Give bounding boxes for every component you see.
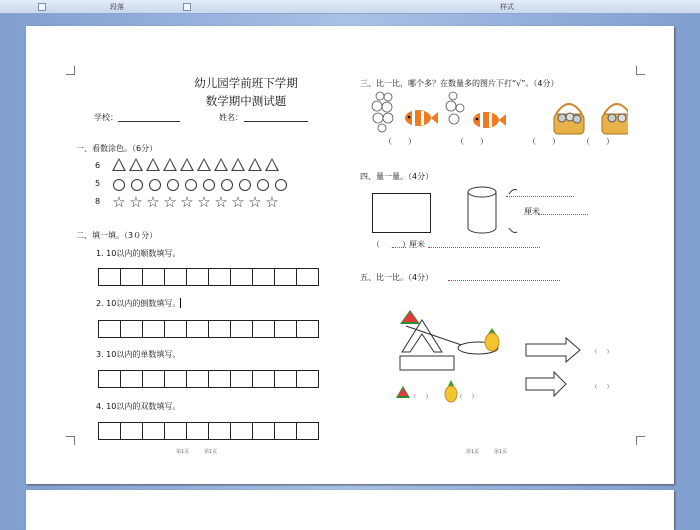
answer-box[interactable]: [252, 370, 275, 388]
cylinder-figure: [466, 186, 506, 236]
clownfish-icon: [405, 110, 438, 126]
answer-box[interactable]: [230, 370, 253, 388]
q1-num-5: 5: [95, 179, 101, 188]
balance-base: [400, 356, 454, 370]
q3-answer-3[interactable]: （ ）: [528, 137, 560, 146]
star-shape[interactable]: ☆: [112, 193, 126, 211]
circle-row: [112, 179, 288, 191]
crop-mark: [66, 66, 75, 75]
triangle-shape[interactable]: [112, 158, 126, 171]
footer-page-label: 第1页: [204, 449, 218, 455]
star-shape[interactable]: ☆: [180, 193, 194, 211]
title-line-2: 数学期中测试题: [205, 94, 287, 108]
circle-shape[interactable]: [221, 179, 233, 191]
q2-item-4-boxes: [98, 422, 318, 440]
answer-box[interactable]: [142, 268, 165, 286]
answer-box[interactable]: [208, 320, 231, 338]
star-shape[interactable]: ☆: [248, 193, 262, 211]
answer-box[interactable]: [296, 422, 319, 440]
star-shape[interactable]: ☆: [163, 193, 177, 211]
q4-red-line: [506, 196, 574, 197]
answer-box[interactable]: [164, 422, 187, 440]
answer-box[interactable]: [208, 422, 231, 440]
answer-box[interactable]: [186, 268, 209, 286]
brace-marks: [507, 186, 521, 236]
q2-item-2-label: 2. 10以内的倒数填写。: [96, 299, 181, 308]
q4-heading: 四、量一量。（4分）: [360, 172, 434, 181]
document-page[interactable]: [26, 26, 674, 484]
arrow-right-icon: [526, 338, 580, 362]
q4-red-line: [428, 247, 540, 248]
triangle-shape[interactable]: [248, 158, 262, 171]
answer-box[interactable]: [252, 422, 275, 440]
answer-box[interactable]: [208, 370, 231, 388]
name-label: 姓名：: [219, 113, 243, 122]
svg-text:( ): ( ): [414, 394, 428, 400]
answer-box[interactable]: [120, 370, 143, 388]
paragraph-group-label: 段落: [110, 3, 124, 11]
star-row: [112, 195, 279, 209]
answer-box[interactable]: [98, 370, 121, 388]
star-shape[interactable]: ☆: [214, 193, 228, 211]
answer-box[interactable]: [98, 320, 121, 338]
answer-box[interactable]: [252, 320, 275, 338]
answer-box[interactable]: [142, 370, 165, 388]
document-page-2[interactable]: [26, 490, 674, 530]
watermelon-icon: [400, 310, 420, 324]
star-shape[interactable]: ☆: [129, 193, 143, 211]
q2-item-2-boxes: [98, 320, 318, 338]
star-shape[interactable]: ☆: [265, 193, 279, 211]
answer-box[interactable]: [98, 422, 121, 440]
q4-cm-label-1: 厘米: [524, 207, 540, 216]
answer-box[interactable]: [120, 422, 143, 440]
answer-box[interactable]: [164, 268, 187, 286]
circle-shape[interactable]: [203, 179, 215, 191]
answer-box[interactable]: [186, 422, 209, 440]
q2-item-1-label: 1. 10以内的顺数填写。: [96, 249, 181, 258]
q5-red-line: [448, 280, 560, 281]
answer-box[interactable]: [274, 320, 297, 338]
bubbles-group-2: [446, 92, 464, 124]
answer-box[interactable]: [296, 268, 319, 286]
crop-mark: [66, 436, 75, 445]
clownfish-icon: [473, 112, 506, 128]
q3-answer-4[interactable]: （ ）: [582, 137, 614, 146]
svg-text:( ): ( ): [595, 349, 609, 355]
circle-shape[interactable]: [239, 179, 251, 191]
answer-box[interactable]: [230, 422, 253, 440]
answer-box[interactable]: [274, 268, 297, 286]
triangle-row: [112, 158, 279, 171]
footer-page-label: 第1页: [176, 449, 190, 455]
q4-red-line: [538, 214, 588, 215]
text-cursor: [180, 298, 181, 308]
answer-box[interactable]: [186, 320, 209, 338]
triangle-shape[interactable]: [231, 158, 245, 171]
footer-page-label: 第1页: [494, 449, 508, 455]
answer-box[interactable]: [296, 320, 319, 338]
triangle-shape[interactable]: [265, 158, 279, 171]
q2-item-3-boxes: [98, 370, 318, 388]
answer-box[interactable]: [252, 268, 275, 286]
answer-box[interactable]: [164, 370, 187, 388]
watermelon-icon: [396, 386, 410, 398]
answer-box[interactable]: [230, 320, 253, 338]
q1-num-8: 8: [95, 197, 101, 206]
svg-text:( ): ( ): [595, 384, 609, 390]
circle-shape[interactable]: [167, 179, 179, 191]
q2-item-3-label: 3. 10以内的单数填写。: [96, 350, 181, 359]
styles-group-label: 样式: [500, 3, 514, 11]
q4-blank-open: （: [372, 240, 380, 249]
basket-icon: [554, 104, 584, 134]
q2-item-4-label: 4. 10以内的双数填写。: [96, 402, 181, 411]
triangle-shape[interactable]: [146, 158, 160, 171]
bubbles-group-1: [372, 92, 393, 132]
star-shape[interactable]: ☆: [197, 193, 211, 211]
answer-box[interactable]: [208, 268, 231, 286]
dialog-launcher-icon[interactable]: [38, 3, 46, 11]
dialog-launcher-icon[interactable]: [183, 3, 191, 11]
q3-answer-1[interactable]: （ ）: [384, 137, 416, 146]
q2-heading: 二、填一填。（3０分）: [76, 231, 158, 240]
answer-box[interactable]: [274, 422, 297, 440]
answer-box[interactable]: [296, 370, 319, 388]
answer-box[interactable]: [274, 370, 297, 388]
answer-box[interactable]: [142, 320, 165, 338]
q5-heading: 五、比一比。（4分）: [360, 273, 434, 282]
triangle-shape[interactable]: [197, 158, 211, 171]
triangle-shape[interactable]: [129, 158, 143, 171]
circle-shape[interactable]: [113, 179, 125, 191]
q3-heading: 三、比一比，哪个多？在数量多的图片下打“√”。（4分）: [360, 79, 559, 88]
triangle-shape[interactable]: [214, 158, 228, 171]
basket-icon: [602, 104, 628, 134]
pineapple-icon: [445, 380, 457, 402]
ruler-bar: [0, 0, 700, 14]
q2-item-1-boxes: [98, 268, 318, 286]
school-label: 学校：: [94, 113, 118, 122]
circle-shape[interactable]: [257, 179, 269, 191]
answer-box[interactable]: [164, 320, 187, 338]
q1-num-6: 6: [95, 161, 101, 170]
answer-box[interactable]: [120, 268, 143, 286]
school-blank[interactable]: [118, 121, 180, 122]
answer-box[interactable]: [230, 268, 253, 286]
circle-shape[interactable]: [185, 179, 197, 191]
q3-pictures: [368, 88, 628, 138]
q4-cm-label-2: 厘米: [409, 240, 425, 249]
svg-text:( ): ( ): [460, 394, 474, 400]
pineapple-icon: [485, 328, 499, 351]
footer-page-label: 第1页: [466, 449, 480, 455]
answer-box[interactable]: [186, 370, 209, 388]
crop-mark: [636, 436, 645, 445]
triangle-shape[interactable]: [163, 158, 177, 171]
rectangle-figure: [372, 193, 431, 233]
circle-shape[interactable]: [149, 179, 161, 191]
star-shape[interactable]: ☆: [146, 193, 160, 211]
name-blank[interactable]: [244, 121, 308, 122]
answer-box[interactable]: [120, 320, 143, 338]
q4-blank-close: ）: [402, 240, 410, 249]
answer-box[interactable]: [142, 422, 165, 440]
title-line-1: 幼儿园学前班下学期: [194, 76, 298, 90]
answer-box[interactable]: [98, 268, 121, 286]
crop-mark: [636, 66, 645, 75]
arrow-right-icon: [526, 372, 566, 396]
q1-heading: 一、看数涂色。（6分）: [76, 144, 158, 153]
circle-shape[interactable]: [131, 179, 143, 191]
q5-fruit-row: [394, 380, 484, 404]
star-shape[interactable]: ☆: [231, 193, 245, 211]
triangle-shape[interactable]: [180, 158, 194, 171]
q3-answer-2[interactable]: （ ）: [456, 137, 488, 146]
circle-shape[interactable]: [275, 179, 287, 191]
